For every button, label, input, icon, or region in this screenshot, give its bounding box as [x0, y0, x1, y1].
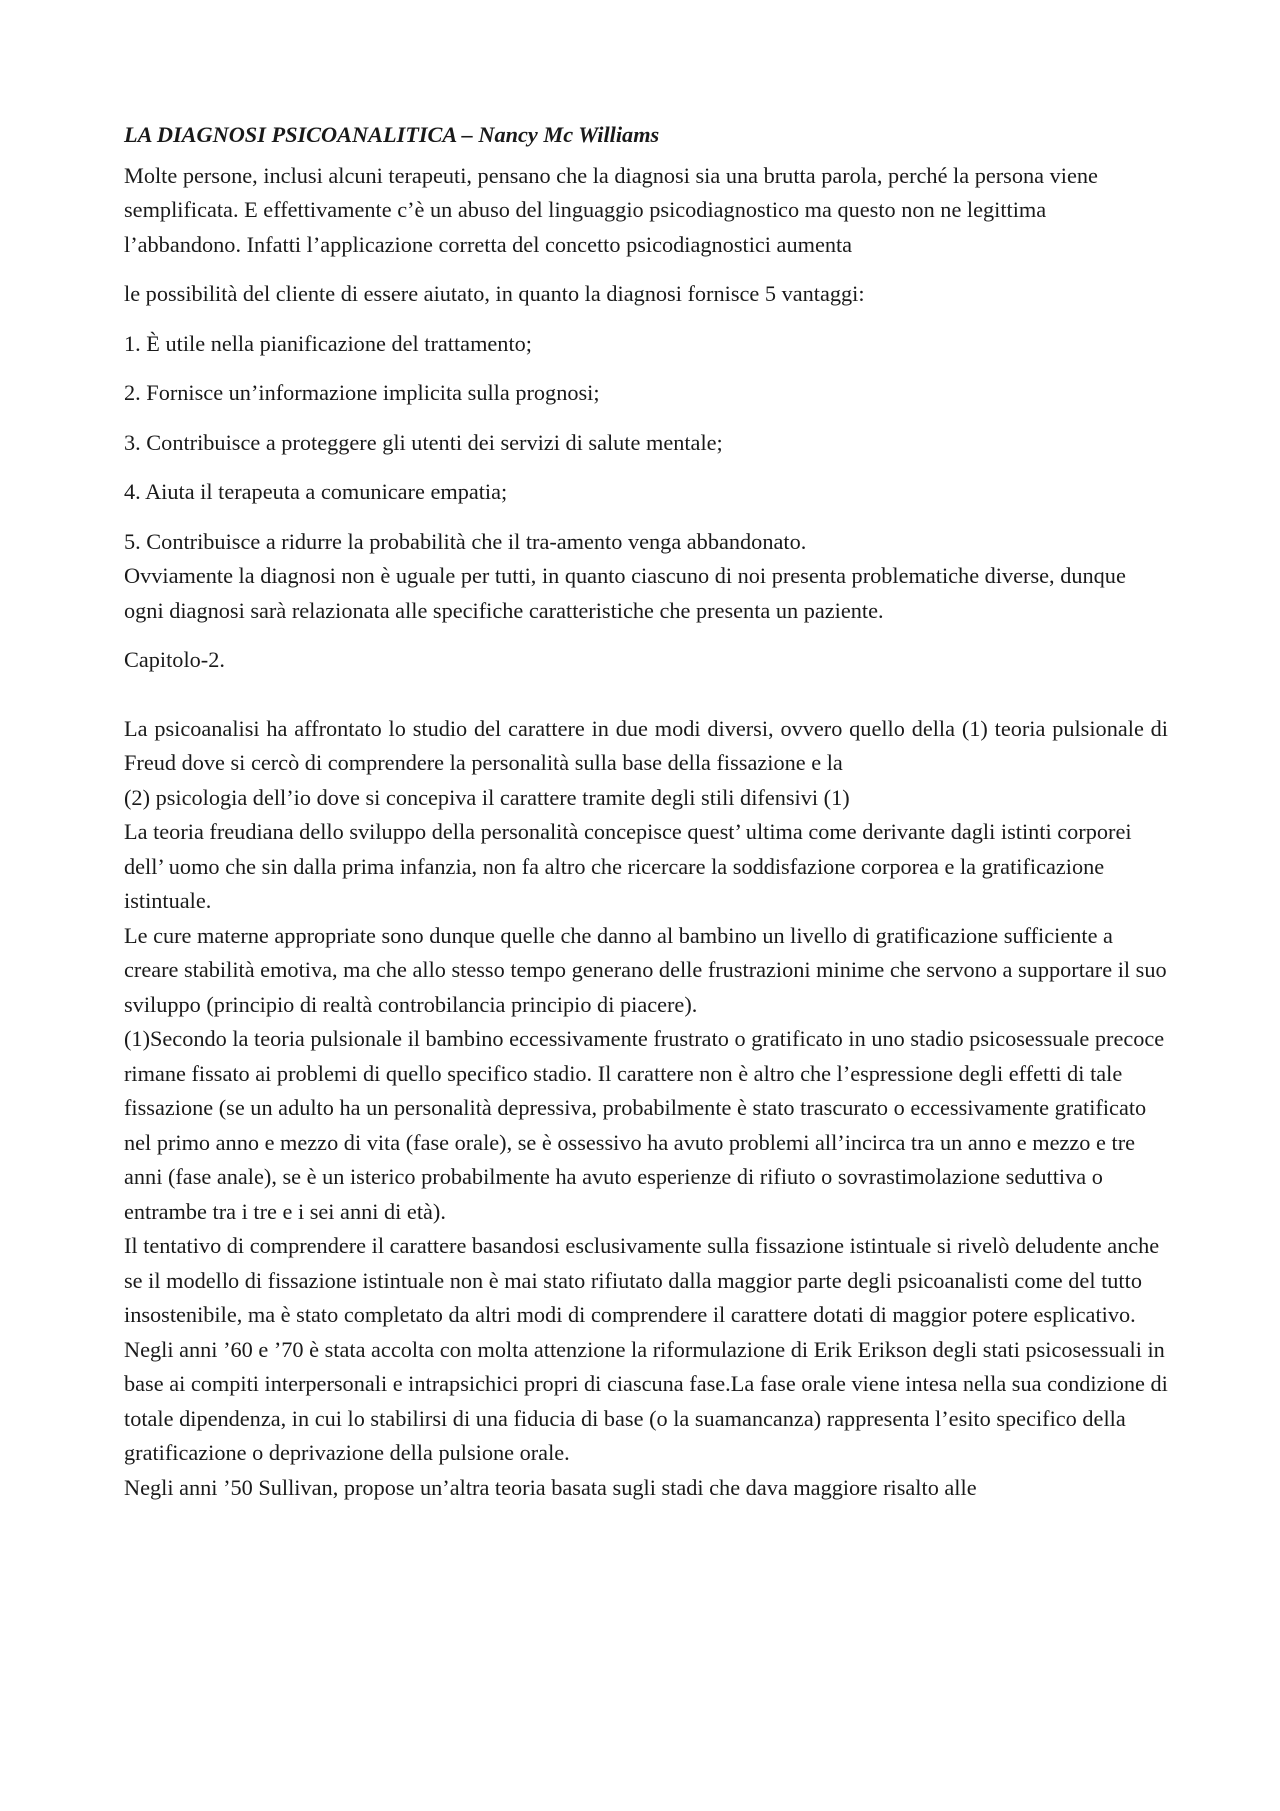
chapter-paragraph-3: La teoria freudiana dello sviluppo della personalità concepisce quest’ ultima come derivante dagli istinti corporei dell’ uomo che sin dalla prima infanzia, non fa altro che ricercare la soddisfazione corporea e la gratificazione istintuale.: [124, 819, 1132, 913]
chapter-paragraph-7: Negli anni ’60 e ’70 è stata accolta con molta attenzione la riformulazione di Erik Erikson degli stati psicosessuali in base ai compiti interpersonali e intrapsichici propri di ciascuna fase.La fase orale viene intesa nella sua condizione di totale dipendenza, in cui lo stabilirsi di una fiducia di base (o la suamancanza) rappresenta l’esito specifico della gratificazione o deprivazione della pulsione orale.: [124, 1336, 1168, 1465]
intro-paragraph-2: le possibilità del cliente di essere aiutato, in quanto la diagnosi fornisce 5 vantaggi:: [124, 281, 865, 306]
list-item-2: 2. Fornisce un’informazione implicita sulla prognosi;: [124, 380, 600, 405]
chapter-paragraph-8: Negli anni ’50 Sullivan, propose un’altra teoria basata sugli stadi che dava maggiore risalto alle: [124, 1474, 977, 1500]
list-item-3: 3. Contribuisce a proteggere gli utenti dei servizi di salute mentale;: [124, 429, 723, 455]
chapter-paragraph-4: Le cure materne appropriate sono dunque quelle che danno al bambino un livello di gratificazione sufficiente a creare stabilità emotiva, ma che allo stesso tempo generano delle frustrazioni minime che servono a supportare il suo sviluppo (principio di realtà controbilancia principio di piacere).: [124, 922, 1167, 1017]
chapter-paragraph-5: (1)Secondo la teoria pulsionale il bambino eccessivamente frustrato o gratificato in uno stadio psicosessuale precoce rimane fissato ai problemi di quello specifico stadio. Il carattere non è altro che l’espressione degli effetti di tale fissazione (se un adulto ha un personalità depressiva, probabilmente è stato trascurato o eccessivamente gratificato nel primo anno e mezzo di vita (fase orale), se è ossessivo ha avuto problemi all’incirca tra un anno e mezzo e tre anni (fase anale), se è un isterico probabilmente ha avuto esperienze di rifiuto o sovrastimolazione seduttiva o entrambe tra i tre e i sei anni di età).: [124, 1026, 1165, 1224]
after-list-paragraph: Ovviamente la diagnosi non è uguale per tutti, in quanto ciascuno di noi presenta problematiche diverse, dunque ogni diagnosi sarà relazionata alle specifiche caratteristiche che presenta un paziente.: [124, 563, 1126, 623]
chapter-paragraph-1: La psicoanalisi ha affrontato lo studio del carattere in due modi diversi, ovvero quello della (1) teoria pulsionale di Freud dove si cercò di comprendere la personalità sulla base della fissazione e la: [124, 715, 1168, 775]
list-item-1: 1. È utile nella pianificazione del trattamento;: [124, 330, 532, 356]
chapter-paragraph-6: Il tentativo di comprendere il carattere basandosi esclusivamente sulla fissazione istintuale si rivelò deludente anche se il modello di fissazione istintuale non è mai stato rifiutato dalla maggior parte degli psicoanalisti come del tutto insostenibile, ma è stato completato da altri modi di comprendere il carattere dotati di maggior potere esplicativo.: [124, 1233, 1160, 1327]
intro-paragraph-1: Molte persone, inclusi alcuni terapeuti, pensano che la diagnosi sia una brutta parola, perché la persona viene semplificata. E effettivamente c’è un abuso del linguaggio psicodiagnostico ma questo non ne legittima l’abbandono. Infatti l’applicazione corretta del concetto psicodiagnostici aumenta: [124, 162, 1098, 257]
document-page: [124, 118, 1168, 1505]
document-title: LA DIAGNOSI PSICOANALITICA – Nancy Mc Williams: [124, 122, 660, 147]
chapter-paragraph-2: (2) psicologia dell’io dove si concepiva il carattere tramite degli stili difensivi (1): [124, 784, 850, 810]
chapter-spacer: [124, 693, 1168, 712]
chapter-heading: Capitolo-2.: [124, 647, 225, 672]
list-item-5: 5. Contribuisce a ridurre la probabilità che il tra-amento venga abbandonato.: [124, 528, 807, 554]
list-item-4: 4. Aiuta il terapeuta a comunicare empatia;: [124, 479, 508, 504]
